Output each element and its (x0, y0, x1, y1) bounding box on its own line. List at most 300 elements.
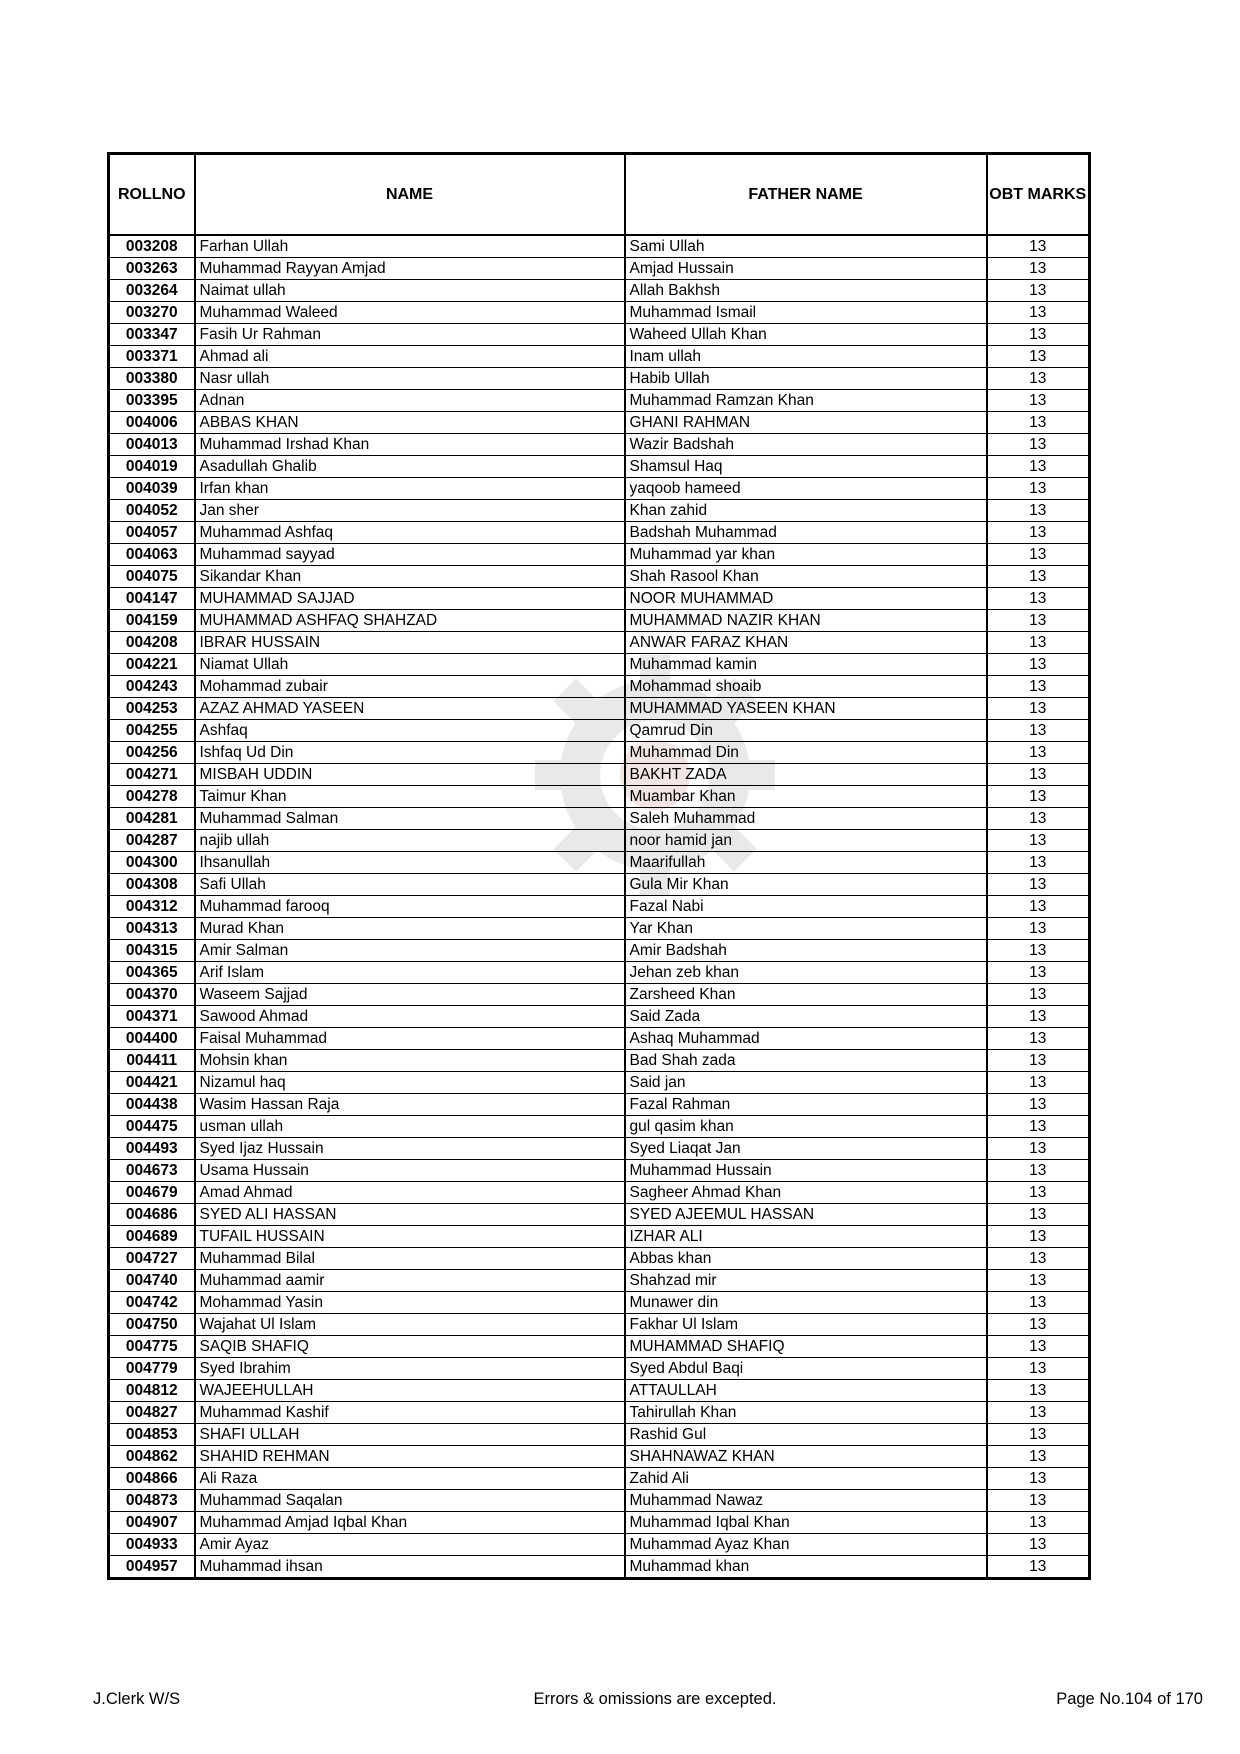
table-row (109, 1138, 1090, 1160)
cell-obt-marks: 13 (987, 412, 1090, 434)
cell-obt-marks: 13 (987, 522, 1090, 544)
table-row (109, 1336, 1090, 1358)
cell-obt-marks: 13 (987, 1292, 1090, 1314)
table-row (109, 390, 1090, 412)
table-row (109, 368, 1090, 390)
cell-obt-marks: 13 (987, 235, 1090, 258)
cell-name: Mohammad zubair (195, 676, 625, 698)
table-row (109, 235, 1090, 258)
table-row (109, 742, 1090, 764)
cell-rollno: 004750 (109, 1314, 195, 1336)
table-row (109, 478, 1090, 500)
cell-obt-marks: 13 (987, 962, 1090, 984)
cell-name: Muhammad Rayyan Amjad (195, 258, 625, 280)
cell-name: Amad Ahmad (195, 1182, 625, 1204)
cell-obt-marks: 13 (987, 544, 1090, 566)
cell-obt-marks: 13 (987, 1424, 1090, 1446)
cell-rollno: 004287 (109, 830, 195, 852)
cell-father-name: noor hamid jan (625, 830, 987, 852)
cell-name: Nasr ullah (195, 368, 625, 390)
cell-rollno: 004208 (109, 632, 195, 654)
cell-name: Farhan Ullah (195, 235, 625, 258)
cell-rollno: 004400 (109, 1028, 195, 1050)
table-row (109, 302, 1090, 324)
cell-rollno: 004039 (109, 478, 195, 500)
cell-name: Fasih Ur Rahman (195, 324, 625, 346)
cell-father-name: Jehan zeb khan (625, 962, 987, 984)
cell-obt-marks: 13 (987, 1512, 1090, 1534)
cell-rollno: 004862 (109, 1446, 195, 1468)
cell-rollno: 004673 (109, 1160, 195, 1182)
table-row (109, 1314, 1090, 1336)
table-row (109, 940, 1090, 962)
cell-obt-marks: 13 (987, 1204, 1090, 1226)
cell-father-name: Muhammad Din (625, 742, 987, 764)
cell-name: Adnan (195, 390, 625, 412)
cell-father-name: IZHAR ALI (625, 1226, 987, 1248)
cell-obt-marks: 13 (987, 1028, 1090, 1050)
cell-name: SHAFI ULLAH (195, 1424, 625, 1446)
cell-father-name: ATTAULLAH (625, 1380, 987, 1402)
cell-father-name: Mohammad shoaib (625, 676, 987, 698)
table-row (109, 632, 1090, 654)
table-row (109, 346, 1090, 368)
cell-father-name: Zarsheed Khan (625, 984, 987, 1006)
cell-obt-marks: 13 (987, 1072, 1090, 1094)
cell-father-name: Shamsul Haq (625, 456, 987, 478)
table-row (109, 1402, 1090, 1424)
table-row (109, 1490, 1090, 1512)
cell-father-name: Amir Badshah (625, 940, 987, 962)
table-row (109, 1050, 1090, 1072)
cell-rollno: 004300 (109, 852, 195, 874)
cell-obt-marks: 13 (987, 1314, 1090, 1336)
cell-name: Mohsin khan (195, 1050, 625, 1072)
cell-name: Mohammad Yasin (195, 1292, 625, 1314)
cell-father-name: Said jan (625, 1072, 987, 1094)
cell-obt-marks: 13 (987, 698, 1090, 720)
cell-obt-marks: 13 (987, 1226, 1090, 1248)
cell-name: Wajahat Ul Islam (195, 1314, 625, 1336)
cell-rollno: 004256 (109, 742, 195, 764)
cell-father-name: Maarifullah (625, 852, 987, 874)
cell-obt-marks: 13 (987, 1116, 1090, 1138)
header-obt-marks: OBT MARKS (987, 154, 1090, 236)
cell-father-name: Fazal Nabi (625, 896, 987, 918)
table-row (109, 1204, 1090, 1226)
cell-obt-marks: 13 (987, 830, 1090, 852)
table-row (109, 918, 1090, 940)
cell-obt-marks: 13 (987, 632, 1090, 654)
cell-father-name: NOOR MUHAMMAD (625, 588, 987, 610)
cell-name: Naimat ullah (195, 280, 625, 302)
cell-obt-marks: 13 (987, 852, 1090, 874)
cell-father-name: Fakhar Ul Islam (625, 1314, 987, 1336)
table-row (109, 280, 1090, 302)
table-row (109, 896, 1090, 918)
cell-name: Syed Ibrahim (195, 1358, 625, 1380)
cell-obt-marks: 13 (987, 1490, 1090, 1512)
cell-name: Syed Ijaz Hussain (195, 1138, 625, 1160)
cell-name: SHAHID REHMAN (195, 1446, 625, 1468)
table-row (109, 1160, 1090, 1182)
cell-obt-marks: 13 (987, 984, 1090, 1006)
table-row (109, 1226, 1090, 1248)
cell-rollno: 004679 (109, 1182, 195, 1204)
cell-obt-marks: 13 (987, 918, 1090, 940)
cell-name: MUHAMMAD SAJJAD (195, 588, 625, 610)
cell-rollno: 004221 (109, 654, 195, 676)
table-row (109, 1292, 1090, 1314)
table-row (109, 1424, 1090, 1446)
cell-name: ABBAS KHAN (195, 412, 625, 434)
cell-father-name: Wazir Badshah (625, 434, 987, 456)
cell-obt-marks: 13 (987, 500, 1090, 522)
cell-name: Amir Ayaz (195, 1534, 625, 1556)
cell-name: Irfan khan (195, 478, 625, 500)
cell-father-name: Khan zahid (625, 500, 987, 522)
table-row (109, 522, 1090, 544)
table-row (109, 1028, 1090, 1050)
cell-name: Muhammad sayyad (195, 544, 625, 566)
cell-obt-marks: 13 (987, 940, 1090, 962)
cell-rollno: 004308 (109, 874, 195, 896)
cell-name: Amir Salman (195, 940, 625, 962)
cell-father-name: SYED AJEEMUL HASSAN (625, 1204, 987, 1226)
cell-father-name: Syed Liaqat Jan (625, 1138, 987, 1160)
cell-name: Arif Islam (195, 962, 625, 984)
cell-rollno: 003263 (109, 258, 195, 280)
cell-name: IBRAR HUSSAIN (195, 632, 625, 654)
cell-name: Usama Hussain (195, 1160, 625, 1182)
cell-rollno: 003395 (109, 390, 195, 412)
cell-name: Muhammad Bilal (195, 1248, 625, 1270)
cell-name: Sawood Ahmad (195, 1006, 625, 1028)
cell-name: AZAZ AHMAD YASEEN (195, 698, 625, 720)
cell-father-name: Rashid Gul (625, 1424, 987, 1446)
cell-rollno: 004421 (109, 1072, 195, 1094)
cell-name: najib ullah (195, 830, 625, 852)
cell-rollno: 004493 (109, 1138, 195, 1160)
cell-rollno: 004438 (109, 1094, 195, 1116)
cell-obt-marks: 13 (987, 1534, 1090, 1556)
table-row (109, 786, 1090, 808)
cell-name: Taimur Khan (195, 786, 625, 808)
cell-rollno: 004281 (109, 808, 195, 830)
table-row (109, 324, 1090, 346)
table-row (109, 544, 1090, 566)
cell-name: Muhammad Irshad Khan (195, 434, 625, 456)
footer-clerk: J.Clerk W/S (93, 1690, 181, 1708)
cell-name: Muhammad farooq (195, 896, 625, 918)
cell-father-name: SHAHNAWAZ KHAN (625, 1446, 987, 1468)
cell-rollno: 004370 (109, 984, 195, 1006)
cell-rollno: 004052 (109, 500, 195, 522)
table-row (109, 1468, 1090, 1490)
cell-rollno: 004779 (109, 1358, 195, 1380)
cell-father-name: Muhammad Ayaz Khan (625, 1534, 987, 1556)
cell-father-name: Waheed Ullah Khan (625, 324, 987, 346)
cell-father-name: Muhammad Nawaz (625, 1490, 987, 1512)
cell-rollno: 004689 (109, 1226, 195, 1248)
cell-rollno: 004159 (109, 610, 195, 632)
cell-father-name: Qamrud Din (625, 720, 987, 742)
cell-rollno: 004812 (109, 1380, 195, 1402)
cell-name: Ahmad ali (195, 346, 625, 368)
cell-father-name: Muhammad Ramzan Khan (625, 390, 987, 412)
header-rollno: ROLLNO (109, 154, 195, 236)
table-row (109, 588, 1090, 610)
table-row (109, 1182, 1090, 1204)
cell-name: SYED ALI HASSAN (195, 1204, 625, 1226)
cell-obt-marks: 13 (987, 1402, 1090, 1424)
cell-name: Muhammad ihsan (195, 1556, 625, 1579)
table-row (109, 1446, 1090, 1468)
cell-name: Wasim Hassan Raja (195, 1094, 625, 1116)
cell-father-name: Muhammad kamin (625, 654, 987, 676)
table-row (109, 258, 1090, 280)
footer-page-number: Page No.104 of 170 (1056, 1690, 1203, 1708)
cell-rollno: 004907 (109, 1512, 195, 1534)
cell-obt-marks: 13 (987, 874, 1090, 896)
cell-father-name: Sami Ullah (625, 235, 987, 258)
cell-rollno: 004253 (109, 698, 195, 720)
cell-father-name: MUHAMMAD NAZIR KHAN (625, 610, 987, 632)
cell-father-name: ANWAR FARAZ KHAN (625, 632, 987, 654)
cell-obt-marks: 13 (987, 1182, 1090, 1204)
table-row (109, 808, 1090, 830)
cell-name: Ali Raza (195, 1468, 625, 1490)
table-row (109, 830, 1090, 852)
table-row (109, 698, 1090, 720)
cell-father-name: Sagheer Ahmad Khan (625, 1182, 987, 1204)
cell-father-name: Syed Abdul Baqi (625, 1358, 987, 1380)
cell-father-name: Bad Shah zada (625, 1050, 987, 1072)
cell-name: Asadullah Ghalib (195, 456, 625, 478)
cell-obt-marks: 13 (987, 324, 1090, 346)
cell-father-name: Munawer din (625, 1292, 987, 1314)
cell-obt-marks: 13 (987, 786, 1090, 808)
cell-obt-marks: 13 (987, 1446, 1090, 1468)
cell-obt-marks: 13 (987, 1336, 1090, 1358)
cell-name: Murad Khan (195, 918, 625, 940)
cell-father-name: Habib Ullah (625, 368, 987, 390)
cell-rollno: 004740 (109, 1270, 195, 1292)
cell-name: Muhammad Saqalan (195, 1490, 625, 1512)
cell-rollno: 004075 (109, 566, 195, 588)
cell-obt-marks: 13 (987, 1270, 1090, 1292)
cell-obt-marks: 13 (987, 280, 1090, 302)
cell-father-name: Inam ullah (625, 346, 987, 368)
cell-rollno: 004271 (109, 764, 195, 786)
cell-rollno: 004006 (109, 412, 195, 434)
cell-name: MUHAMMAD ASHFAQ SHAHZAD (195, 610, 625, 632)
cell-obt-marks: 13 (987, 1358, 1090, 1380)
cell-rollno: 004315 (109, 940, 195, 962)
cell-father-name: Gula Mir Khan (625, 874, 987, 896)
cell-name: usman ullah (195, 1116, 625, 1138)
cell-name: Muhammad Kashif (195, 1402, 625, 1424)
cell-father-name: MUHAMMAD YASEEN KHAN (625, 698, 987, 720)
cell-obt-marks: 13 (987, 896, 1090, 918)
footer-disclaimer: Errors & omissions are excepted. (533, 1690, 777, 1708)
cell-father-name: Muhammad Iqbal Khan (625, 1512, 987, 1534)
cell-rollno: 003208 (109, 235, 195, 258)
results-table (107, 152, 1091, 1580)
cell-name: Niamat Ullah (195, 654, 625, 676)
cell-obt-marks: 13 (987, 610, 1090, 632)
cell-father-name: GHANI RAHMAN (625, 412, 987, 434)
table-row (109, 1270, 1090, 1292)
cell-rollno: 004411 (109, 1050, 195, 1072)
cell-obt-marks: 13 (987, 1138, 1090, 1160)
cell-rollno: 004313 (109, 918, 195, 940)
cell-rollno: 004312 (109, 896, 195, 918)
cell-name: Faisal Muhammad (195, 1028, 625, 1050)
table-header-row (109, 154, 1090, 236)
cell-father-name: Muambar Khan (625, 786, 987, 808)
cell-obt-marks: 13 (987, 1050, 1090, 1072)
cell-obt-marks: 13 (987, 1248, 1090, 1270)
cell-obt-marks: 13 (987, 302, 1090, 324)
cell-rollno: 004019 (109, 456, 195, 478)
cell-rollno: 004147 (109, 588, 195, 610)
cell-rollno: 003380 (109, 368, 195, 390)
table-row (109, 1094, 1090, 1116)
cell-obt-marks: 13 (987, 764, 1090, 786)
cell-name: Muhammad Salman (195, 808, 625, 830)
cell-name: MISBAH UDDIN (195, 764, 625, 786)
cell-father-name: Badshah Muhammad (625, 522, 987, 544)
cell-name: Safi Ullah (195, 874, 625, 896)
table-row (109, 720, 1090, 742)
cell-obt-marks: 13 (987, 478, 1090, 500)
table-row (109, 1512, 1090, 1534)
table-row (109, 1072, 1090, 1094)
cell-name: WAJEEHULLAH (195, 1380, 625, 1402)
cell-rollno: 004933 (109, 1534, 195, 1556)
cell-father-name: Abbas khan (625, 1248, 987, 1270)
table-row (109, 764, 1090, 786)
cell-father-name: Saleh Muhammad (625, 808, 987, 830)
cell-obt-marks: 13 (987, 1380, 1090, 1402)
cell-obt-marks: 13 (987, 742, 1090, 764)
cell-obt-marks: 13 (987, 434, 1090, 456)
table-row (109, 1556, 1090, 1579)
cell-father-name: Said Zada (625, 1006, 987, 1028)
cell-rollno: 004827 (109, 1402, 195, 1424)
cell-obt-marks: 13 (987, 566, 1090, 588)
cell-name: Waseem Sajjad (195, 984, 625, 1006)
cell-obt-marks: 13 (987, 1468, 1090, 1490)
table-row (109, 1534, 1090, 1556)
table-row (109, 874, 1090, 896)
cell-rollno: 004775 (109, 1336, 195, 1358)
cell-obt-marks: 13 (987, 390, 1090, 412)
cell-rollno: 004013 (109, 434, 195, 456)
cell-father-name: BAKHT ZADA (625, 764, 987, 786)
header-name: NAME (195, 154, 625, 236)
cell-obt-marks: 13 (987, 258, 1090, 280)
cell-rollno: 004475 (109, 1116, 195, 1138)
cell-rollno: 003347 (109, 324, 195, 346)
cell-rollno: 004686 (109, 1204, 195, 1226)
cell-name: Muhammad Amjad Iqbal Khan (195, 1512, 625, 1534)
cell-rollno: 004278 (109, 786, 195, 808)
cell-rollno: 003371 (109, 346, 195, 368)
cell-father-name: Fazal Rahman (625, 1094, 987, 1116)
cell-rollno: 004873 (109, 1490, 195, 1512)
cell-father-name: Muhammad yar khan (625, 544, 987, 566)
table-row (109, 412, 1090, 434)
cell-father-name: yaqoob hameed (625, 478, 987, 500)
cell-rollno: 004057 (109, 522, 195, 544)
cell-rollno: 004727 (109, 1248, 195, 1270)
cell-father-name: MUHAMMAD SHAFIQ (625, 1336, 987, 1358)
table-row (109, 654, 1090, 676)
cell-rollno: 003264 (109, 280, 195, 302)
table-row (109, 566, 1090, 588)
cell-rollno: 003270 (109, 302, 195, 324)
table-row (109, 456, 1090, 478)
cell-rollno: 004957 (109, 1556, 195, 1579)
table-row (109, 434, 1090, 456)
cell-rollno: 004255 (109, 720, 195, 742)
cell-obt-marks: 13 (987, 720, 1090, 742)
cell-obt-marks: 13 (987, 456, 1090, 478)
cell-obt-marks: 13 (987, 1094, 1090, 1116)
cell-father-name: Muhammad khan (625, 1556, 987, 1579)
cell-obt-marks: 13 (987, 676, 1090, 698)
cell-obt-marks: 13 (987, 588, 1090, 610)
cell-rollno: 004371 (109, 1006, 195, 1028)
cell-father-name: Muhammad Hussain (625, 1160, 987, 1182)
cell-obt-marks: 13 (987, 1160, 1090, 1182)
cell-rollno: 004742 (109, 1292, 195, 1314)
cell-rollno: 004243 (109, 676, 195, 698)
cell-obt-marks: 13 (987, 368, 1090, 390)
cell-name: Jan sher (195, 500, 625, 522)
cell-name: Muhammad Ashfaq (195, 522, 625, 544)
cell-father-name: Yar Khan (625, 918, 987, 940)
cell-rollno: 004365 (109, 962, 195, 984)
table-row (109, 1358, 1090, 1380)
cell-name: TUFAIL HUSSAIN (195, 1226, 625, 1248)
cell-rollno: 004853 (109, 1424, 195, 1446)
cell-obt-marks: 13 (987, 654, 1090, 676)
cell-name: SAQIB SHAFIQ (195, 1336, 625, 1358)
table-row (109, 1380, 1090, 1402)
cell-name: Muhammad aamir (195, 1270, 625, 1292)
cell-name: Ihsanullah (195, 852, 625, 874)
cell-father-name: Amjad Hussain (625, 258, 987, 280)
cell-father-name: Shahzad mir (625, 1270, 987, 1292)
cell-name: Ashfaq (195, 720, 625, 742)
table-row (109, 1116, 1090, 1138)
cell-obt-marks: 13 (987, 1006, 1090, 1028)
cell-obt-marks: 13 (987, 346, 1090, 368)
cell-rollno: 004866 (109, 1468, 195, 1490)
cell-name: Nizamul haq (195, 1072, 625, 1094)
cell-obt-marks: 13 (987, 808, 1090, 830)
table-row (109, 962, 1090, 984)
cell-obt-marks: 13 (987, 1556, 1090, 1579)
cell-father-name: Allah Bakhsh (625, 280, 987, 302)
cell-father-name: gul qasim khan (625, 1116, 987, 1138)
table-row (109, 676, 1090, 698)
table-row (109, 610, 1090, 632)
table-row (109, 1248, 1090, 1270)
